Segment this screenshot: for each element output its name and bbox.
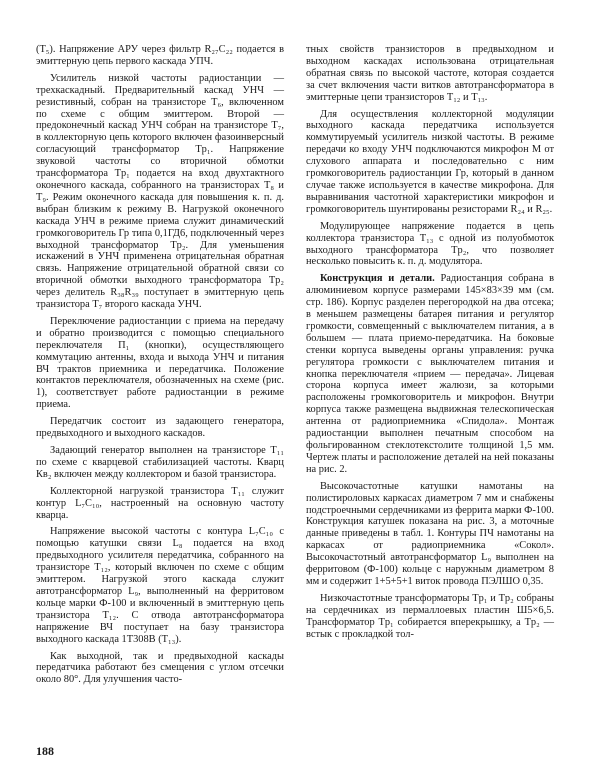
paragraph: Переключение радиостанции с приема на передачу и обратно производится с помощью специального переключателя П₁ (кнопки), осуществляющего коммутацию антенны, входа и выхода УНЧ и питания ВЧ трактов приемника и передатчика. Положение контактов переключателя, обозначенных на схеме (рис. 1), соответствует работе радиостанции в режиме приема.: [36, 315, 284, 411]
paragraph: Низкочастотные трансформаторы Tp₁ и Tp₂ собраны на сердечниках из пермаллоевых пластин Ш5×6,5. Трансформатор Tp₁ собирается вперекрышку, а Tp₂ — встык с прокладкой тол-: [306, 592, 554, 640]
left-column: [36, 44, 284, 691]
paragraph: тных свойств транзисторов в предвыходном и выходном каскадах использована отрицательная обратная связь по высокой частоте, которая создается за счет включения части витков автотрансформатора в эмиттерные цепи транзисторов T₁₂ и T₁₃.: [306, 44, 554, 103]
page-number: 188: [36, 744, 54, 758]
right-column: [306, 44, 554, 646]
paragraph: (T₅). Напряжение АРУ через фильтр R₂₇C₂₂ подается в эмиттерную цепь первого каскада УПЧ.: [36, 44, 284, 67]
paragraph: Задающий генератор выполнен на транзисторе T₁₁ по схеме с кварцевой стабилизацией частоты. Кварц Кв₂ включен между коллектором и базой транзистора.: [36, 445, 284, 480]
paragraph: Модулирующее напряжение подается в цепь коллектора транзистора T₁₃ с одной из полуобмоток выходного трансформатора Tp₂, что позволяет несколько повысить к. п. д. модулятора.: [306, 220, 554, 268]
paragraph: Как выходной, так и предвыходной каскады передатчика работают без смещения с углом отсечки около 80°. Для улучшения часто-: [36, 650, 284, 686]
paragraph: Передатчик состоит из задающего генератора, предвыходного и выходного каскадов.: [36, 416, 284, 440]
section-heading: Конструкция и детали.: [320, 273, 435, 285]
section-text: Радиостанция собрана в алюминиевом корпусе размерами 145×83×39 мм (см. стр. 186). Корпус разделен перегородкой на два отсека; в меньшем размещены батарея питания и регулятор громкости, совмещенный с выключателем питания, а в большем — плата приемо-передатчика. На боковые стенки корпуса выведены органы управления: ручка регулятора громкости с выключателем питания и кнопка переключателя «прием — передача». Лицевая сторона корпуса имеет жалюзи, за которыми расположены громкоговоритель и микрофон. Внутри корпуса также размещена выдвижная телескопическая антенна от радиоприемника «Спидола». Монтаж радиостанции выполнен печатным способом на фольгированном стеклотекстолите толщиной 1,5 мм. Чертеж платы и расположение деталей на ней показаны на рис. 2.: [306, 273, 554, 475]
paragraph: Высокочастотные катушки намотаны на полистироловых каркасах диаметром 7 мм и снабжены подстроечными сердечниками из феррита марки Ф-100. Конструкция катушек показана на рис. 3, а моточные данные приведены в табл. 1. Контуры ПЧ намотаны на каркасах от радиоприемника «Сокол». Высокочастотный автотрансформатор L₉ выполнен на ферритовом (Ф-100) кольце с наружным диаметром 8 мм и содержит 1+5+5+1 виток провода ПЭЛШО 0,35.: [306, 480, 554, 587]
paragraph: Коллекторной нагрузкой транзистора T₁₁ служит контур L₇C₁₀, настроенный на основную частоту кварца.: [36, 485, 284, 521]
paragraph: Усилитель низкой частоты радиостанции — трехкаскадный. Предварительный каскад УНЧ — резистивный, собран на транзисторе T₆, включенном по схеме с общим эмиттером. Второй — предоконечный каскад УНЧ собран на транзисторе T₇, в коллекторную цепь которого включен фазоинверсный согласующий трансформатор Tp₁. Напряжение звуковой частоты со вторичной обмотки трансформатора Tp₁ подается на вход двухтактного оконечного каскада, собранного на транзисторах T₈ и T₉. Режим оконечного каскада для повышения к. п. д. выбран близким к режиму В. Нагрузкой оконечного каскада УНЧ в режиме приема служит динамический громкоговоритель Гр типа 0,1ГД6, подключенный через выходной трансформатор Tp₂. Для уменьшения искажений в УНЧ применена отрицательная обратная связь. Напряжение отрицательной обратной связи со вторичной обмотки выходного трансформатора Tp₂ через делитель R₃₈R₃₉ поступает в эмиттерную цепь транзистора T₇ второго каскада УНЧ.: [36, 72, 284, 311]
paragraph: Для осуществления коллекторной модуляции выходного каскада передатчика используется коммутируемый усилитель низкой частоты. В режиме передачи ко входу УНЧ подключаются микрофон М от слухового аппарата и последовательно с ним громкоговоритель радиостанции Гр, который в данном случае также используется в качестве микрофона. Для выравнивания частотной характеристики микрофон и громкоговоритель шунтированы резисторами R₂₄ и R₂₅.: [306, 108, 554, 215]
paragraph: Напряжение высокой частоты с контура L₇C₁₀ с помощью катушки связи L₈ подается на вход предвыходного усилителя передатчика, собранного на транзисторе T₁₂, который включен по схеме с общим эмиттером. Нагрузкой этого каскада служит автотрансформатор L₉, выполненный на ферритовом кольце марки Ф-100 и включенный в эмиттерную цепь транзистора T₁₂. С отвода автотрансформатора напряжение ВЧ поступает на базу транзистора выходного каскада 1Т308В (T₁₃).: [36, 526, 284, 645]
construction-paragraph: [306, 273, 554, 475]
